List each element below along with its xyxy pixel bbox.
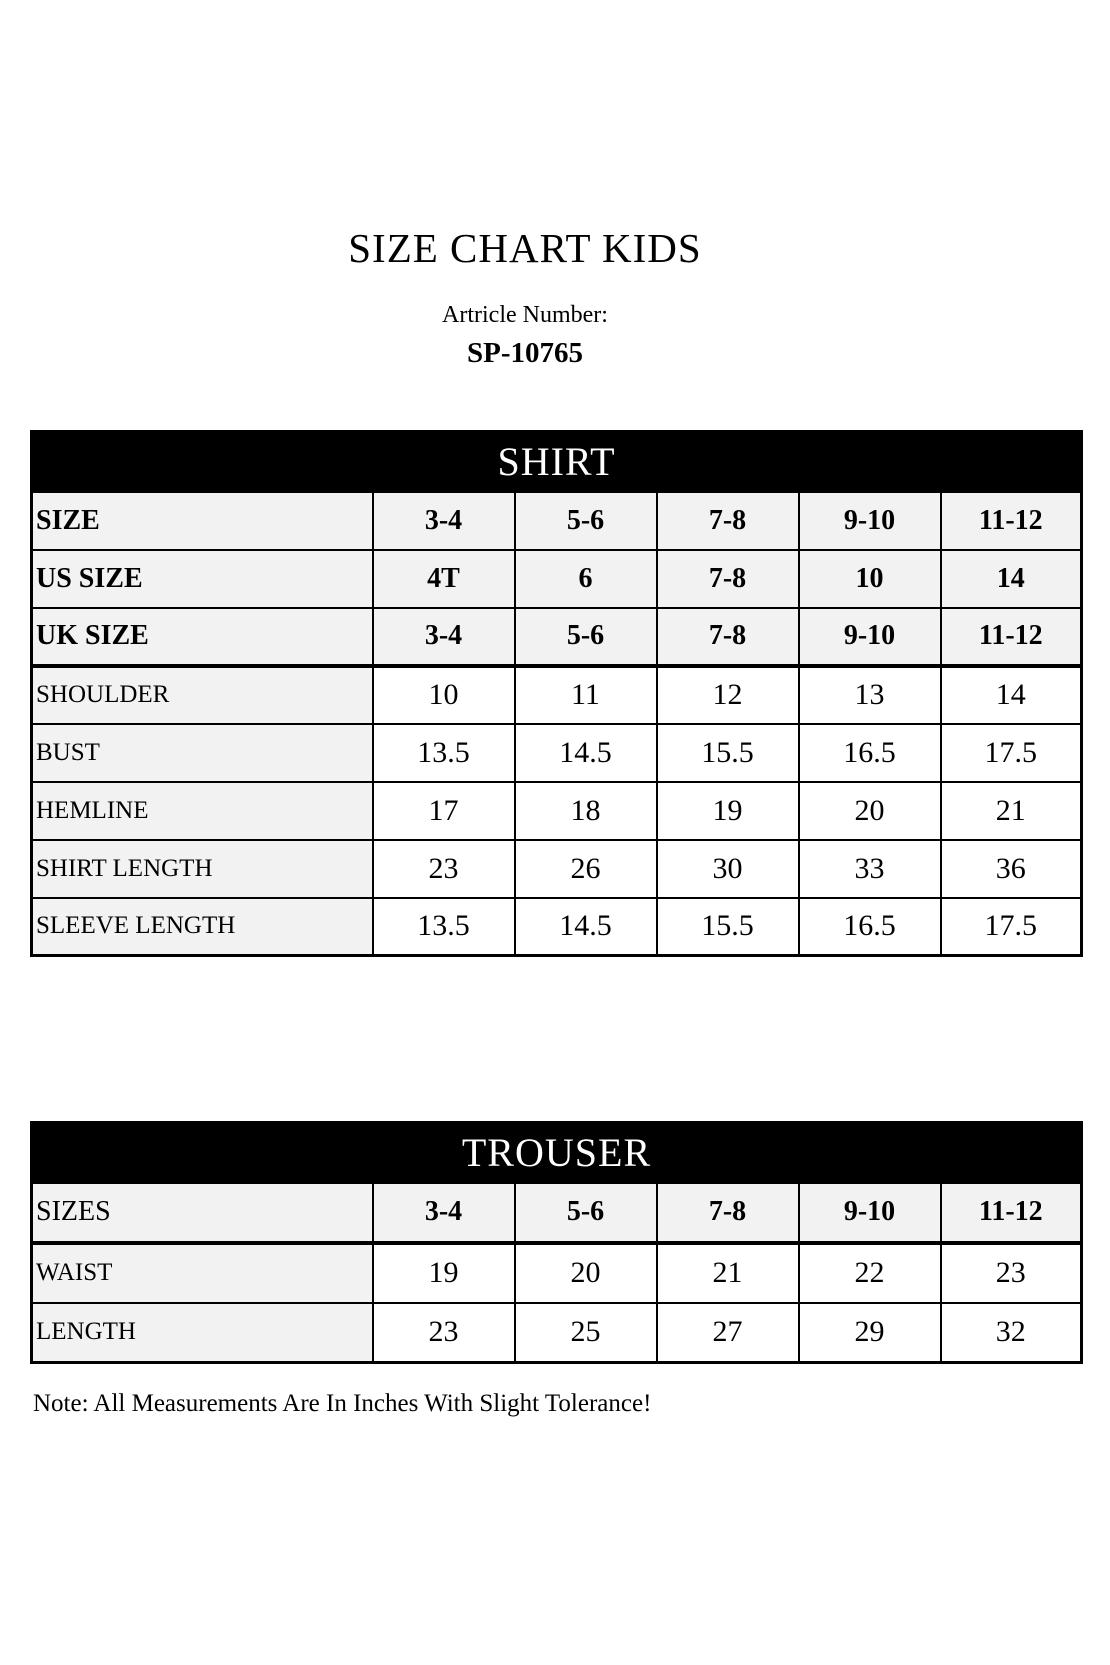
size-row (32, 1183, 1082, 1243)
value-cell: 13.5 (373, 898, 515, 956)
value-cell: 19 (657, 782, 799, 840)
table-header-row (32, 432, 1082, 492)
value-cell: 14 (941, 550, 1082, 608)
value-cell: 16.5 (799, 898, 941, 956)
value-cell: 7-8 (657, 1183, 799, 1243)
value-cell: 23 (373, 1303, 515, 1363)
value-cell: 20 (515, 1243, 657, 1303)
value-cell: 5-6 (515, 1183, 657, 1243)
value-cell: 23 (373, 840, 515, 898)
value-cell: 7-8 (657, 608, 799, 666)
value-cell: 21 (941, 782, 1082, 840)
value-cell: 11-12 (941, 492, 1082, 550)
measure-row (32, 898, 1082, 956)
value-cell: 20 (799, 782, 941, 840)
row-label-cell: BUST (32, 724, 373, 782)
value-cell: 29 (799, 1303, 941, 1363)
value-cell: 14.5 (515, 898, 657, 956)
value-cell: 7-8 (657, 550, 799, 608)
value-cell: 11 (515, 666, 657, 724)
value-cell: 27 (657, 1303, 799, 1363)
row-label-cell: HEMLINE (32, 782, 373, 840)
heading-block (0, 0, 1050, 370)
measure-row (32, 724, 1082, 782)
size-row (32, 550, 1082, 608)
value-cell: 9-10 (799, 1183, 941, 1243)
value-cell: 13.5 (373, 724, 515, 782)
row-label-cell: SIZE (32, 492, 373, 550)
row-label-cell: SHIRT LENGTH (32, 840, 373, 898)
value-cell: 4T (373, 550, 515, 608)
measurement-note: Note: All Measurements Are In Inches With Slight Tolerance! (33, 1390, 652, 1417)
size-row (32, 492, 1082, 550)
value-cell: 15.5 (657, 898, 799, 956)
page-title: SIZE CHART KIDS (348, 225, 702, 271)
value-cell: 10 (799, 550, 941, 608)
table-header-band: TROUSER (32, 1123, 1082, 1183)
value-cell: 33 (799, 840, 941, 898)
row-label-cell: SLEEVE LENGTH (32, 898, 373, 956)
article-number-label: Artricle Number: (442, 302, 608, 328)
value-cell: 36 (941, 840, 1082, 898)
value-cell: 17.5 (941, 898, 1082, 956)
row-label-cell: WAIST (32, 1243, 373, 1303)
value-cell: 17.5 (941, 724, 1082, 782)
value-cell: 9-10 (799, 608, 941, 666)
value-cell: 3-4 (373, 608, 515, 666)
value-cell: 9-10 (799, 492, 941, 550)
value-cell: 19 (373, 1243, 515, 1303)
value-cell: 14 (941, 666, 1082, 724)
row-label-cell: SIZES (32, 1183, 373, 1243)
value-cell: 10 (373, 666, 515, 724)
value-cell: 21 (657, 1243, 799, 1303)
value-cell: 13 (799, 666, 941, 724)
row-label-cell: SHOULDER (32, 666, 373, 724)
measure-row (32, 782, 1082, 840)
table-header-band: SHIRT (32, 432, 1082, 492)
value-cell: 12 (657, 666, 799, 724)
table-header-row (32, 1123, 1082, 1183)
value-cell: 23 (941, 1243, 1082, 1303)
trouser-size-table (30, 1121, 1083, 1364)
value-cell: 5-6 (515, 492, 657, 550)
value-cell: 17 (373, 782, 515, 840)
row-label-cell: US SIZE (32, 550, 373, 608)
measure-row (32, 1303, 1082, 1363)
value-cell: 30 (657, 840, 799, 898)
value-cell: 26 (515, 840, 657, 898)
value-cell: 3-4 (373, 492, 515, 550)
value-cell: 7-8 (657, 492, 799, 550)
row-label-cell: LENGTH (32, 1303, 373, 1363)
size-row (32, 608, 1082, 666)
article-number-value: SP-10765 (467, 337, 583, 369)
value-cell: 18 (515, 782, 657, 840)
value-cell: 32 (941, 1303, 1082, 1363)
value-cell: 6 (515, 550, 657, 608)
value-cell: 14.5 (515, 724, 657, 782)
value-cell: 22 (799, 1243, 941, 1303)
measure-row (32, 666, 1082, 724)
value-cell: 5-6 (515, 608, 657, 666)
measure-row (32, 840, 1082, 898)
value-cell: 11-12 (941, 1183, 1082, 1243)
value-cell: 3-4 (373, 1183, 515, 1243)
row-label-cell: UK SIZE (32, 608, 373, 666)
measure-row (32, 1243, 1082, 1303)
value-cell: 11-12 (941, 608, 1082, 666)
value-cell: 25 (515, 1303, 657, 1363)
value-cell: 16.5 (799, 724, 941, 782)
shirt-size-table (30, 430, 1083, 957)
value-cell: 15.5 (657, 724, 799, 782)
